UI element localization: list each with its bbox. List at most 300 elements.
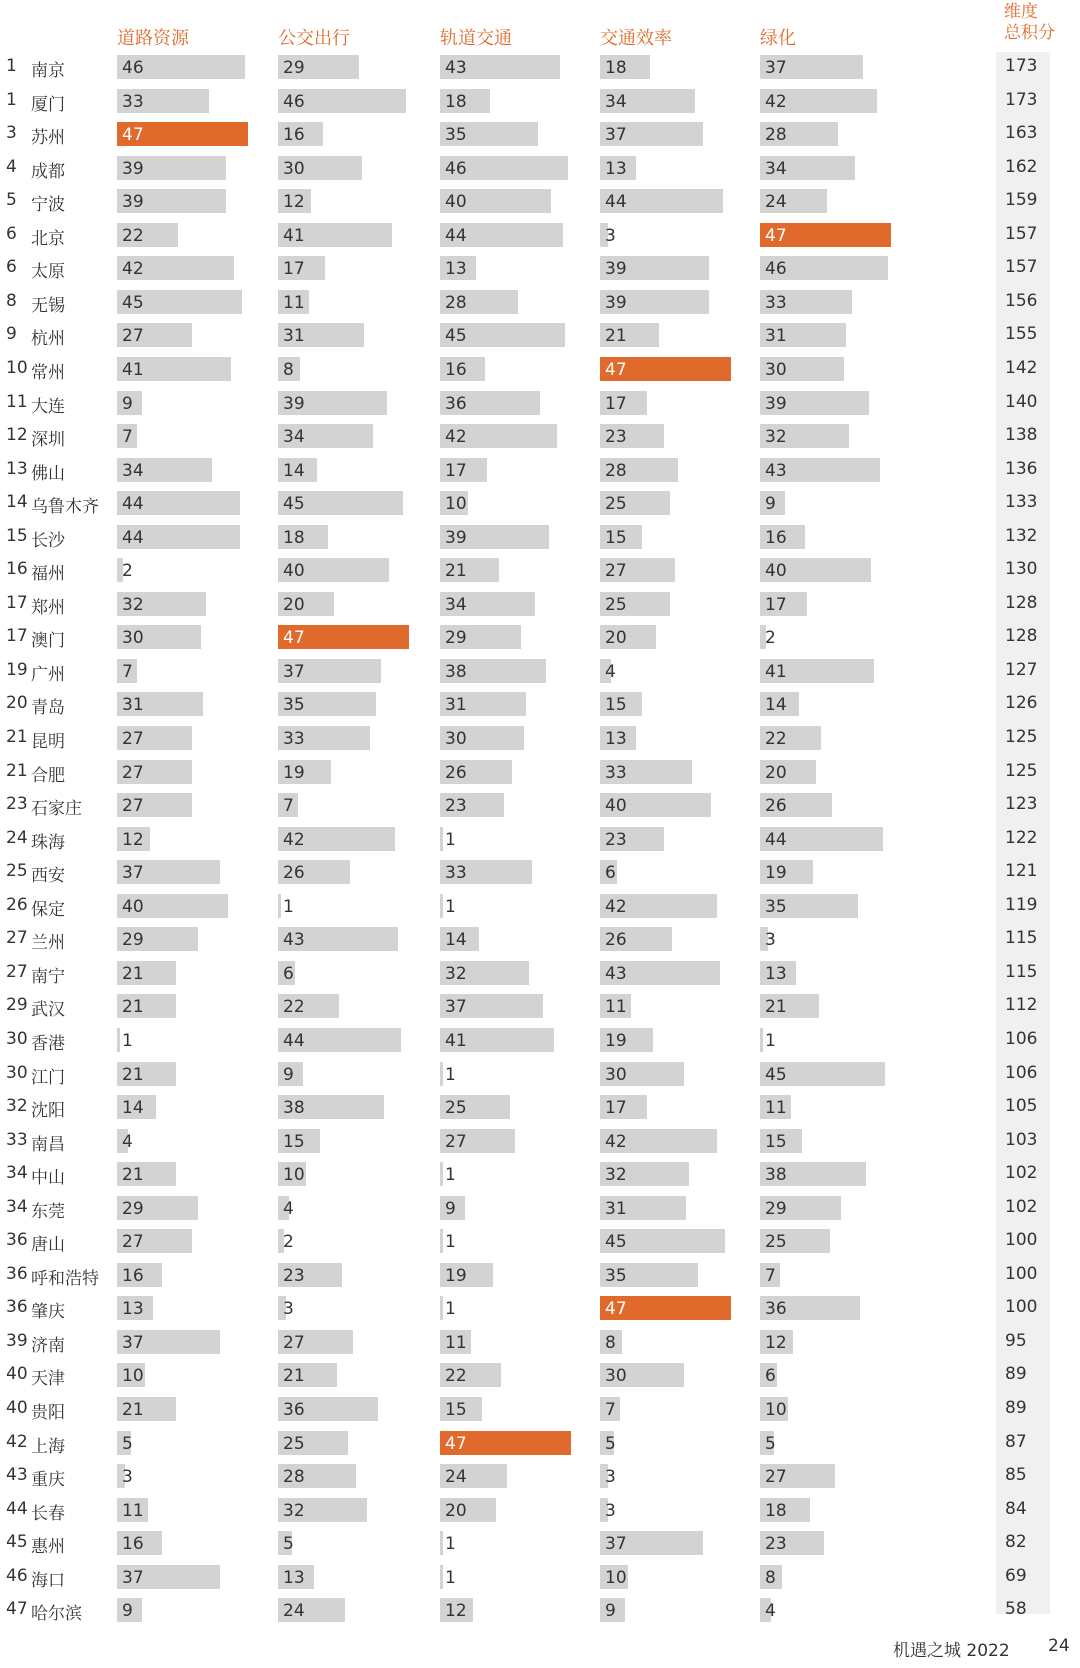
- table-row: [0, 455, 1080, 485]
- bar-value-label: 3: [765, 930, 776, 951]
- rank-label: 43: [6, 1465, 28, 1486]
- city-label: 上海: [31, 1436, 65, 1457]
- bar-value-label: 16: [122, 1534, 144, 1555]
- bar-road: [117, 458, 212, 482]
- total-score: 103: [1005, 1129, 1038, 1150]
- total-score: 125: [1005, 727, 1038, 747]
- bar-green: [760, 256, 888, 280]
- city-label: 保定: [31, 899, 65, 920]
- bar-green: [760, 1129, 802, 1153]
- bar-value-label: 31: [122, 695, 144, 716]
- table-row: [0, 1159, 1080, 1189]
- bar-value-label: 16: [765, 527, 787, 548]
- total-score: 173: [1005, 56, 1038, 76]
- table-row: [0, 555, 1080, 585]
- total-score: 130: [1005, 559, 1038, 580]
- rank-label: 29: [6, 995, 28, 1016]
- bar-value-label: 39: [283, 393, 305, 414]
- rank-label: 25: [6, 861, 28, 882]
- bar-road: [117, 927, 198, 951]
- bar-value-label: 33: [283, 729, 305, 749]
- total-score: 100: [1005, 1230, 1038, 1251]
- bar-value-label: 21: [122, 1064, 144, 1085]
- bar-efficiency: [600, 156, 636, 180]
- rank-label: 21: [6, 727, 28, 747]
- bar-value-label: 9: [122, 393, 133, 414]
- bar-road: [117, 994, 176, 1018]
- bar-road: [117, 525, 240, 549]
- bar-green: [760, 323, 846, 347]
- total-score: 163: [1005, 123, 1038, 144]
- bar-rail: [440, 760, 512, 784]
- city-label: 海口: [31, 1570, 65, 1591]
- bar-value-label: 35: [283, 695, 305, 716]
- bar-rail: [440, 1598, 473, 1622]
- bar-value-label: 14: [122, 1098, 144, 1119]
- bar-value-label: 27: [283, 1332, 305, 1353]
- bar-green: [760, 357, 844, 381]
- bar-green: [760, 692, 799, 716]
- total-score: 128: [1005, 626, 1038, 647]
- bar-transit: [278, 458, 317, 482]
- city-label: 深圳: [31, 430, 65, 451]
- bar-value-label: 37: [283, 661, 305, 682]
- bar-value-label: 30: [122, 628, 144, 649]
- bar-efficiency: [600, 1263, 698, 1287]
- bar-value-label: 47: [605, 359, 627, 380]
- city-label: 石家庄: [31, 799, 82, 820]
- rank-label: 10: [6, 357, 28, 378]
- bar-value-label: 37: [605, 1534, 627, 1555]
- city-label: 乌鲁木齐: [31, 497, 99, 518]
- city-label: 珠海: [31, 832, 65, 853]
- bar-value-label: 35: [765, 896, 787, 917]
- bar-value-label: 39: [765, 393, 787, 414]
- bar-green: [760, 1062, 885, 1086]
- bar-efficiency: [600, 894, 717, 918]
- bar-value-label: 47: [122, 125, 144, 146]
- bar-value-label: 41: [122, 359, 144, 380]
- bar-value-label: 22: [765, 729, 787, 749]
- bar-value-label: 40: [283, 561, 305, 582]
- bar-rail: [440, 860, 532, 884]
- bar-rail: [440, 256, 476, 280]
- bar-value-label: 27: [605, 561, 627, 582]
- bar-rail: [440, 1397, 482, 1421]
- total-score: 95: [1005, 1330, 1027, 1351]
- bar-value-label: 42: [445, 427, 467, 448]
- rank-label: 45: [6, 1532, 28, 1553]
- bar-value-label: 12: [122, 829, 144, 850]
- bar-rail: [440, 625, 521, 649]
- table-row: [0, 991, 1080, 1021]
- table-row: [0, 1059, 1080, 1089]
- total-score: 138: [1005, 425, 1038, 446]
- bar-transit: [278, 1263, 342, 1287]
- bar-road: [117, 89, 209, 113]
- bar-rail: [440, 189, 551, 213]
- bar-value-label: 18: [283, 527, 305, 548]
- bar-transit: [278, 290, 309, 314]
- total-score: 106: [1005, 1028, 1038, 1049]
- bar-value-label: 16: [122, 1265, 144, 1286]
- bar-efficiency: [600, 290, 709, 314]
- bar-value-label: 21: [122, 963, 144, 984]
- bar-value-label: 36: [283, 1400, 305, 1420]
- total-score: 125: [1005, 760, 1038, 781]
- rank-label: 40: [6, 1398, 28, 1418]
- city-label: 澳门: [31, 631, 65, 652]
- bar-value-label: 39: [122, 158, 144, 179]
- city-label: 青岛: [31, 698, 65, 719]
- bar-value-label: 36: [765, 1299, 787, 1320]
- city-label: 沈阳: [31, 1101, 65, 1122]
- bar-rail: [440, 156, 568, 180]
- bar-value-label: 11: [765, 1098, 787, 1119]
- bar-green: [760, 1263, 780, 1287]
- table-row: [0, 1428, 1080, 1458]
- bar-transit: [278, 122, 323, 146]
- bar-value-label: 9: [122, 1601, 133, 1622]
- rank-label: 15: [6, 525, 28, 546]
- city-label: 惠州: [31, 1537, 65, 1558]
- table-row: [0, 354, 1080, 384]
- bar-value-label: 13: [605, 158, 627, 179]
- bar-value-label: 34: [283, 427, 305, 448]
- bar-value-label: 9: [445, 1198, 456, 1219]
- bar-transit: [278, 827, 395, 851]
- bar-value-label: 27: [122, 1232, 144, 1253]
- bar-road: [117, 1531, 162, 1555]
- bar-green: [760, 1229, 830, 1253]
- bar-rail: [440, 994, 543, 1018]
- bar-value-label: 39: [445, 527, 467, 548]
- bar-green: [760, 1028, 776, 1052]
- city-label: 哈尔滨: [31, 1604, 82, 1625]
- rank-label: 21: [6, 760, 28, 781]
- bar-road: [117, 189, 226, 213]
- city-label: 长春: [31, 1503, 65, 1524]
- bar-efficiency: [600, 760, 692, 784]
- bar-transit: [278, 1028, 401, 1052]
- rank-label: 3: [6, 123, 17, 144]
- table-row: [0, 153, 1080, 183]
- bar-value-label: 17: [283, 259, 305, 280]
- bar-value-label: 31: [765, 326, 787, 347]
- bar-transit: [278, 1296, 294, 1320]
- bar-rail: [440, 927, 479, 951]
- bar-rail: [440, 1431, 571, 1455]
- bar-value-label: 21: [122, 1400, 144, 1420]
- bar-value-label: 45: [445, 326, 467, 347]
- bar-efficiency: [600, 1028, 653, 1052]
- bar-value-label: 47: [605, 1299, 627, 1320]
- bar-value-label: 27: [122, 326, 144, 347]
- bar-efficiency: [600, 525, 642, 549]
- bar-value-label: 24: [765, 192, 787, 213]
- rank-label: 6: [6, 257, 17, 278]
- bar-value-label: 2: [122, 561, 133, 582]
- total-score: 89: [1005, 1364, 1027, 1385]
- bar-value-label: 17: [605, 393, 627, 414]
- footer-title: 机遇之城 2022: [893, 1641, 1010, 1661]
- table-row: [0, 689, 1080, 719]
- bar-value-label: 45: [283, 494, 305, 515]
- bar-value-label: 13: [605, 729, 627, 749]
- bar-value-label: 39: [605, 259, 627, 280]
- bar-value-label: 45: [765, 1064, 787, 1085]
- bar-efficiency: [600, 1196, 686, 1220]
- bar-value-label: 29: [122, 930, 144, 951]
- bar-transit: [278, 1598, 345, 1622]
- bar-rail: [440, 55, 560, 79]
- bar-rail: [440, 659, 546, 683]
- bar-green: [760, 1431, 774, 1455]
- total-score: 157: [1005, 257, 1038, 278]
- bar-value-label: 23: [605, 427, 627, 448]
- bar-value-label: 14: [765, 695, 787, 716]
- bar-green: [760, 1397, 788, 1421]
- city-label: 宁波: [31, 195, 65, 216]
- city-label: 天津: [31, 1369, 65, 1390]
- bar-rail: [440, 592, 535, 616]
- table-row: [0, 388, 1080, 418]
- bar-value-label: 43: [445, 58, 467, 78]
- city-label: 唐山: [31, 1235, 65, 1256]
- table-row: [0, 656, 1080, 686]
- total-score: 102: [1005, 1163, 1038, 1184]
- column-header-rail: 轨道交通: [440, 28, 512, 49]
- rank-label: 1: [6, 89, 17, 110]
- city-label: 南宁: [31, 966, 65, 987]
- table-row: [0, 757, 1080, 787]
- bar-road: [117, 1062, 176, 1086]
- bar-value-label: 27: [122, 729, 144, 749]
- bar-rail: [440, 827, 456, 851]
- bar-value-label: 34: [765, 158, 787, 179]
- bar-rail: [440, 1498, 496, 1522]
- rank-label: 42: [6, 1431, 28, 1452]
- rank-label: 27: [6, 961, 28, 982]
- table-row: [0, 1528, 1080, 1558]
- bar-transit: [278, 189, 311, 213]
- bar-efficiency: [600, 961, 720, 985]
- bar-rail: [440, 1296, 456, 1320]
- table-row: [0, 824, 1080, 854]
- table-row: [0, 1562, 1080, 1592]
- bar-rail: [440, 1330, 471, 1354]
- rank-label: 9: [6, 324, 17, 345]
- total-score: 84: [1005, 1498, 1027, 1519]
- bar-value-label: 25: [283, 1433, 305, 1454]
- city-label: 兰州: [31, 933, 65, 954]
- city-label: 昆明: [31, 732, 65, 752]
- bar-value-label: 31: [445, 695, 467, 716]
- city-label: 南京: [31, 61, 65, 81]
- bar-value-label: 7: [122, 427, 133, 448]
- bar-value-label: 3: [283, 1299, 294, 1320]
- page-number: 24: [1048, 1636, 1070, 1656]
- bar-value-label: 41: [765, 661, 787, 682]
- bar-green: [760, 1464, 835, 1488]
- bar-efficiency: [600, 726, 636, 750]
- bar-rail: [440, 1531, 456, 1555]
- bar-value-label: 1: [445, 829, 456, 850]
- bar-value-label: 4: [122, 1131, 133, 1152]
- table-row: [0, 589, 1080, 619]
- bar-value-label: 15: [765, 1131, 787, 1152]
- bar-value-label: 47: [283, 628, 305, 649]
- bar-road: [117, 391, 142, 415]
- bar-efficiency: [600, 1095, 647, 1119]
- bar-value-label: 15: [283, 1131, 305, 1152]
- city-label: 厦门: [31, 94, 65, 115]
- bar-green: [760, 659, 874, 683]
- rank-label: 30: [6, 1028, 28, 1049]
- total-score: 121: [1005, 861, 1038, 882]
- total-score: 85: [1005, 1465, 1027, 1486]
- city-label: 济南: [31, 1335, 65, 1356]
- bar-efficiency: [600, 491, 670, 515]
- city-label: 合肥: [31, 765, 65, 786]
- bar-value-label: 25: [605, 494, 627, 515]
- table-row: [0, 86, 1080, 116]
- rank-label: 13: [6, 458, 28, 479]
- bar-rail: [440, 458, 487, 482]
- table-row: [0, 622, 1080, 652]
- bar-transit: [278, 1431, 348, 1455]
- bar-value-label: 41: [283, 225, 305, 246]
- table-row: [0, 1193, 1080, 1223]
- bar-value-label: 38: [765, 1165, 787, 1186]
- bar-rail: [440, 391, 540, 415]
- bar-road: [117, 1431, 131, 1455]
- bar-road: [117, 659, 137, 683]
- bar-road: [117, 256, 234, 280]
- bar-efficiency: [600, 1397, 620, 1421]
- bar-value-label: 15: [445, 1400, 467, 1420]
- bar-transit: [278, 1062, 303, 1086]
- bar-transit: [278, 55, 359, 79]
- bar-transit: [278, 726, 370, 750]
- rank-label: 11: [6, 391, 28, 412]
- bar-value-label: 6: [765, 1366, 776, 1387]
- bar-road: [117, 1363, 145, 1387]
- bar-transit: [278, 1464, 356, 1488]
- total-header-line-2: 总积分: [1004, 23, 1055, 43]
- bar-value-label: 5: [283, 1534, 294, 1555]
- bar-rail: [440, 1565, 456, 1589]
- bar-value-label: 15: [605, 695, 627, 716]
- bar-green: [760, 961, 796, 985]
- bar-value-label: 27: [445, 1131, 467, 1152]
- bar-road: [117, 1129, 133, 1153]
- city-label: 太原: [31, 262, 65, 283]
- bar-value-label: 44: [605, 192, 627, 213]
- bar-value-label: 30: [445, 729, 467, 749]
- rank-label: 20: [6, 693, 28, 714]
- bar-value-label: 46: [445, 158, 467, 179]
- bar-value-label: 16: [283, 125, 305, 146]
- bar-value-label: 37: [122, 1567, 144, 1588]
- bar-road: [117, 55, 245, 79]
- bar-value-label: 33: [765, 292, 787, 313]
- bar-rail: [440, 961, 529, 985]
- bar-green: [760, 793, 832, 817]
- bar-value-label: 17: [765, 594, 787, 615]
- rank-label: 4: [6, 156, 17, 177]
- bar-rail: [440, 290, 518, 314]
- bar-rail: [440, 1028, 554, 1052]
- bar-value-label: 9: [283, 1064, 294, 1085]
- bar-value-label: 1: [765, 1030, 776, 1051]
- total-score: 140: [1005, 391, 1038, 412]
- bar-value-label: 21: [605, 326, 627, 347]
- table-row: [0, 1092, 1080, 1122]
- bar-transit: [278, 1363, 337, 1387]
- bar-green: [760, 1598, 776, 1622]
- bar-efficiency: [600, 1565, 628, 1589]
- bar-green: [760, 592, 807, 616]
- bar-efficiency: [600, 927, 672, 951]
- table-row: [0, 52, 1080, 82]
- bar-green: [760, 89, 877, 113]
- bar-road: [117, 223, 178, 247]
- bar-value-label: 30: [283, 158, 305, 179]
- bar-transit: [278, 1397, 378, 1421]
- bar-value-label: 13: [122, 1299, 144, 1320]
- total-score: 128: [1005, 592, 1038, 613]
- bar-road: [117, 1565, 220, 1589]
- table-row: [0, 119, 1080, 149]
- bar-value-label: 9: [765, 494, 776, 515]
- city-label: 杭州: [31, 329, 65, 350]
- bar-value-label: 6: [283, 963, 294, 984]
- bar-value-label: 1: [122, 1030, 133, 1051]
- bar-value-label: 43: [283, 930, 305, 951]
- bar-value-label: 23: [445, 796, 467, 817]
- table-row: [0, 958, 1080, 988]
- bar-value-label: 42: [283, 829, 305, 850]
- bar-value-label: 22: [122, 225, 144, 246]
- bar-value-label: 44: [765, 829, 787, 850]
- bar-value-label: 30: [765, 359, 787, 380]
- table-row: [0, 857, 1080, 887]
- bar-value-label: 46: [122, 58, 144, 78]
- bar-transit: [278, 760, 331, 784]
- bar-green: [760, 1565, 782, 1589]
- total-score: 112: [1005, 995, 1038, 1016]
- bar-value-label: 1: [445, 1064, 456, 1085]
- bar-rail: [440, 726, 524, 750]
- bar-road: [117, 558, 133, 582]
- city-label: 成都: [31, 161, 65, 182]
- bar-road: [117, 894, 228, 918]
- bar-value-label: 18: [605, 58, 627, 78]
- bar-efficiency: [600, 424, 664, 448]
- bar-value-label: 20: [445, 1500, 467, 1521]
- rank-label: 17: [6, 592, 28, 613]
- bar-transit: [278, 894, 294, 918]
- table-row: [0, 1293, 1080, 1323]
- bar-transit: [278, 323, 364, 347]
- bar-value-label: 23: [605, 829, 627, 850]
- bar-rail: [440, 525, 549, 549]
- bar-value-label: 29: [283, 58, 305, 78]
- bar-efficiency: [600, 692, 642, 716]
- bar-road: [117, 1263, 162, 1287]
- bar-value-label: 37: [445, 997, 467, 1018]
